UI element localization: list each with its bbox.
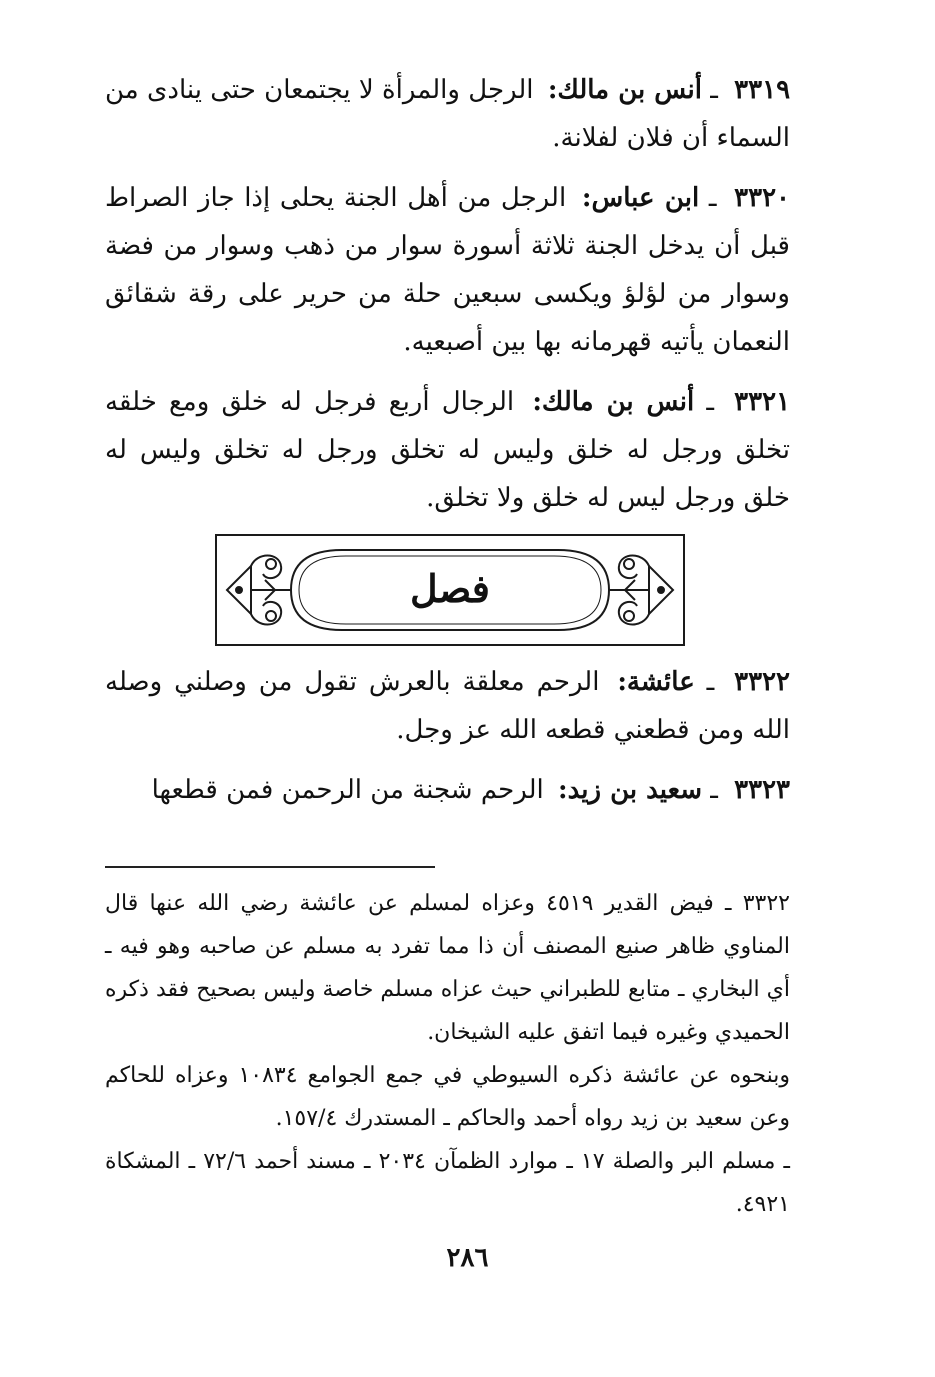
footnote: وبنحوه عن عائشة ذكره السيوطي في جمع الجوامع ١٠٨٣٤ وعزاه للحاكم وعن سعيد بن زيد رواه أحمد والحاكم ـ المستدرك ١٥٧/٤. xyxy=(105,1063,790,1131)
hadith-entry xyxy=(105,766,790,814)
hadith-number: ٣٣٢٣ xyxy=(734,775,790,805)
hadith-number: ٣٣٢١ xyxy=(734,387,791,417)
separator-dash: ـ xyxy=(710,75,718,105)
hadith-number: ٣٣١٩ xyxy=(734,75,791,105)
hadith-text: الرحم شجنة من الرحمن فمن قطعها xyxy=(151,775,544,805)
hadith-entry xyxy=(105,66,790,162)
page-body xyxy=(105,66,790,1226)
separator-dash: ـ xyxy=(710,775,718,805)
hadith-entry xyxy=(105,658,790,754)
narrator-name: سعيد بن زيد: xyxy=(557,775,702,805)
hadith-text: الرحم معلقة بالعرش تقول من وصلني وصله الله ومن قطعني قطعه الله عز وجل. xyxy=(105,667,790,745)
separator-dash: ـ xyxy=(708,183,717,213)
hadith-text: الرجل من أهل الجنة يحلى إذا جاز الصراط قبل أن يدخل الجنة ثلاثة أسورة سوار من ذهب وسوار من فضة وسوار من لؤلؤ ويكسى سبعين حلة من حرير على رقة شقائق النعمان يأتيه قهرمانه بها بين أصبعيه. xyxy=(105,183,790,357)
section-heading-frame xyxy=(215,534,685,646)
separator-dash: ـ xyxy=(706,667,715,697)
hadith-entry xyxy=(105,174,790,366)
hadith-entry xyxy=(105,378,790,522)
hadith-text: الرجال أربع فرجل له خلق ومع خلقه تخلق ورجل له خلق وليس له تخلق ورجل له تخلق وليس له خلق ورجل ليس له خلق ولا تخلق. xyxy=(105,387,790,513)
footnote: ـ مسلم البر والصلة ١٧ ـ موارد الظمآن ٢٠٣٤ ـ مسند أحمد ٧٢/٦ ـ المشكاة ٤٩٢١. xyxy=(105,1149,790,1217)
hadith-number: ٣٣٢٠ xyxy=(734,183,791,213)
footnote-divider xyxy=(105,866,435,868)
section-title: فصل xyxy=(410,566,490,611)
hadith-text: الرجل والمرأة لا يجتمعان حتى ينادى من السماء أن فلان لفلانة. xyxy=(105,75,790,153)
narrator-name: عائشة: xyxy=(617,667,695,697)
narrator-name: ابن عباس: xyxy=(581,183,700,213)
narrator-name: أنس بن مالك: xyxy=(532,387,695,417)
hadith-number: ٣٣٢٢ xyxy=(734,667,790,697)
narrator-name: أنس بن مالك: xyxy=(547,75,702,105)
page-number: ٢٨٦ xyxy=(446,1243,489,1273)
separator-dash: ـ xyxy=(706,387,714,417)
footnote: ٣٣٢٢ ـ فيض القدير ٤٥١٩ وعزاه لمسلم عن عائشة رضي الله عنها قال المناوي ظاهر صنيع المصنف أن ذا مما تفرد به مسلم عن صاحبه وهو فيه ـ أي البخاري ـ متابع للطبراني حيث عزاه مسلم خاصة وليس بصحيح فقد ذكره الحميدي وغيره فيما اتفق عليه الشيخان. xyxy=(105,891,790,1045)
